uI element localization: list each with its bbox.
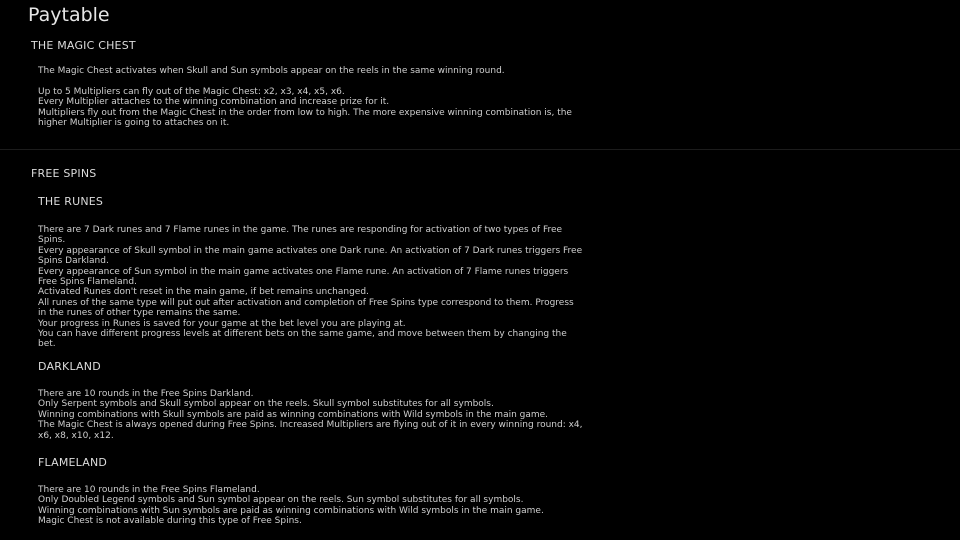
text-line: Every Multiplier attaches to the winning combination and increase prize for it. [38,97,390,108]
text-line: in the runes of other type remains the same. [38,308,241,319]
text-line: Free Spins Flameland. [38,277,137,288]
text-line: Every appearance of Sun symbol in the main game activates one Flame rune. An activation of 7 Flame runes triggers [38,266,569,277]
text-line: Only Doubled Legend symbols and Sun symbol appear on the reels. Sun symbol substitutes for all symbols. [38,495,524,506]
runes-text [38,225,688,350]
text-line: The Magic Chest is always opened during Free Spins. Increased Multipliers are flying out of it in every winning round: x4, [38,420,583,431]
text-line: You can have different progress levels at different bets on the same game, and move between them by changing the [38,329,567,340]
text-line: higher Multiplier is going to attaches on it. [38,118,230,129]
text-line: Winning combinations with Sun symbols are paid as winning combinations with Wild symbols in the main game. [38,505,544,516]
text-line: Every appearance of Skull symbol in the main game activates one Dark rune. An activation of 7 Dark runes triggers Free [38,245,583,256]
darkland-text [38,389,688,441]
text-line: Up to 5 Multipliers can fly out of the Magic Chest: x2, x3, x4, x5, x6. [38,87,345,97]
runes-heading: THE RUNES [38,195,104,208]
text-line: There are 10 rounds in the Free Spins Flameland. [38,485,260,495]
text-line: Winning combinations with Skull symbols are paid as winning combinations with Wild symbols in the main game. [38,409,549,420]
magic-chest-intro [38,66,688,76]
text-line: bet. [38,339,56,350]
magic-chest-details [38,87,688,129]
text-line: There are 10 rounds in the Free Spins Darkland. [38,389,254,399]
page-title: Paytable [28,4,110,26]
text-line: There are 7 Dark runes and 7 Flame runes in the game. The runes are responding for activation of two types of Free [38,225,563,235]
text-line: Activated Runes don't reset in the main game, if bet remains unchanged. [38,287,369,298]
magic-chest-heading: THE MAGIC CHEST [31,39,136,52]
free-spins-heading: FREE SPINS [31,167,97,180]
text-line: x6, x8, x10, x12. [38,430,114,441]
flameland-heading: FLAMELAND [38,456,108,469]
text-line: Your progress in Runes is saved for your game at the bet level you are playing at. [38,318,406,329]
text-line: Spins Darkland. [38,256,109,267]
text-line: Magic Chest is not available during this type of Free Spins. [38,516,302,527]
text-line: Spins. [38,235,66,246]
text-line: Multipliers fly out from the Magic Chest in the order from low to high. The more expensive winning combination is, the [38,107,572,118]
flameland-text [38,485,688,527]
text-line: The Magic Chest activates when Skull and Sun symbols appear on the reels in the same winning round. [38,66,505,76]
text-line: Only Serpent symbols and Skull symbol appear on the reels. Skull symbol substitutes for all symbols. [38,399,494,410]
text-line: All runes of the same type will put out after activation and completion of Free Spins type correspond to them. Progress [38,297,574,308]
darkland-heading: DARKLAND [38,360,101,373]
section-divider [0,149,960,150]
